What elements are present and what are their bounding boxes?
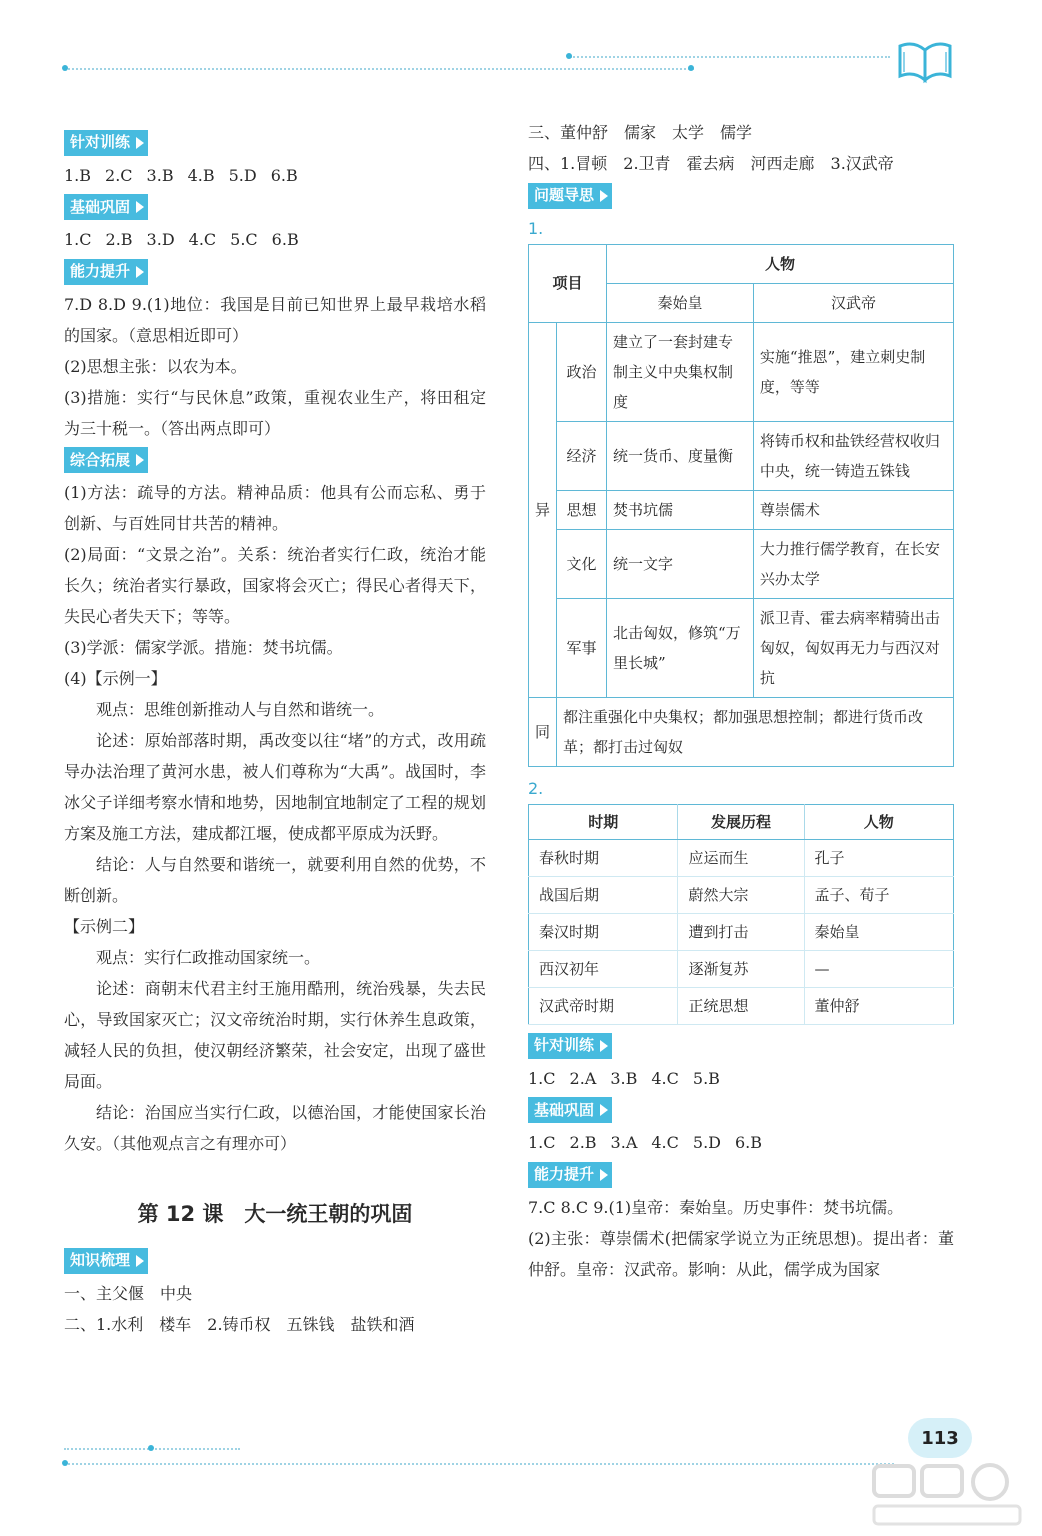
table-row bbox=[529, 529, 954, 598]
answer-text: (3)措施：实行“与民休息”政策，重视农业生产，将田租定为三十税一。（答出两点即可） bbox=[64, 387, 486, 438]
example-text: 论述：原始部落时期，禹改变以往“堵”的方式，改用疏导办法治理了黄河水患，被人们尊称为“大禹”。战国时，李冰父子详细考察水情和地势，因地制宜地制定了工程的规划方案及施工方法，建成都江堰，使成都平原成为沃野。 bbox=[64, 731, 486, 843]
table-cell: 孔子 bbox=[804, 839, 953, 876]
table-cell: — bbox=[804, 950, 953, 987]
answer: 3.A bbox=[610, 1133, 638, 1152]
right-column bbox=[528, 117, 954, 1285]
similarity-label: 同 bbox=[529, 697, 557, 766]
table-row bbox=[529, 987, 954, 1024]
table-header: 汉武帝 bbox=[753, 283, 953, 322]
table-cell: 正统思想 bbox=[678, 987, 804, 1024]
category-cell: 经济 bbox=[557, 421, 607, 490]
table-row bbox=[529, 913, 954, 950]
confucianism-table bbox=[528, 804, 954, 1025]
header-dotted-line-upper bbox=[570, 56, 890, 58]
answer: 5.B bbox=[692, 1068, 720, 1088]
table-cell: 西汉初年 bbox=[529, 950, 678, 987]
footer-dot bbox=[62, 1460, 68, 1466]
answer: 5.D bbox=[228, 165, 257, 185]
answer-line bbox=[528, 1127, 954, 1158]
answer-text: (1)方法：疏导的方法。精神品质：他具有公而忘私、勇于创新、与百姓同甘共苦的精神。 bbox=[64, 483, 486, 533]
answer: 2.C bbox=[105, 165, 133, 185]
qin-cell: 统一文字 bbox=[607, 529, 754, 598]
qin-cell: 建立了一套封建专制主义中央集权制度 bbox=[607, 322, 754, 421]
answer: 4.C bbox=[651, 1068, 679, 1088]
table-cell: 蔚然大宗 bbox=[678, 876, 804, 913]
arrow-right-icon bbox=[136, 266, 144, 278]
answer: 6.B bbox=[270, 165, 298, 185]
example-text: 结论：治国应当实行仁政，以德治国，才能使国家长治久安。（其他观点言之有理亦可） bbox=[64, 1103, 486, 1153]
section-tag-ability-improvement: 能力提升 bbox=[64, 259, 148, 285]
answer-text: (2)主张：尊崇儒术(把儒家学说立为正统思想)。提出者：董仲舒。皇帝：汉武帝。影响：从此，儒学成为国家 bbox=[528, 1228, 954, 1279]
example-text: 结论：人与自然要和谐统一，就要利用自然的优势，不断创新。 bbox=[64, 855, 486, 905]
header-dot bbox=[688, 65, 694, 71]
page-number: 113 bbox=[908, 1418, 972, 1458]
answer: 1.B bbox=[64, 165, 92, 185]
answer: 4.B bbox=[187, 165, 215, 185]
table-cell: 孟子、荀子 bbox=[804, 876, 953, 913]
answer: 6.B bbox=[734, 1133, 763, 1152]
answer-text: 二、1.水利 楼车 2.铸币权 五铢钱 盐铁和酒 bbox=[64, 1314, 415, 1334]
answer: 3.B bbox=[146, 165, 174, 185]
left-column bbox=[64, 126, 486, 1340]
footer-dotted-line bbox=[64, 1463, 894, 1465]
section-tag-comprehensive-expansion: 综合拓展 bbox=[64, 447, 148, 473]
section-tag-targeted-training: 针对训练 bbox=[64, 130, 148, 156]
table-cell: 秦汉时期 bbox=[529, 913, 678, 950]
table-cell: 战国后期 bbox=[529, 876, 678, 913]
difference-label: 异 bbox=[529, 322, 557, 697]
table-cell: 春秋时期 bbox=[529, 839, 678, 876]
answer: 6.B bbox=[271, 230, 299, 249]
category-cell: 军事 bbox=[557, 598, 607, 697]
answer: 4.C bbox=[651, 1133, 679, 1152]
category-cell: 政治 bbox=[557, 322, 607, 421]
answer-line bbox=[64, 160, 486, 191]
han-cell: 实施“推恩”，建立刺史制度，等等 bbox=[753, 322, 953, 421]
answer: 5.C bbox=[230, 230, 258, 249]
answer-text: 四、1.冒顿 2.卫青 霍去病 河西走廊 3.汉武帝 bbox=[528, 154, 894, 173]
arrow-right-icon bbox=[136, 201, 144, 213]
table-cell: 秦始皇 bbox=[804, 913, 953, 950]
table-header: 发展历程 bbox=[678, 804, 804, 839]
answer-text: (2)局面：“文景之治”。关系：统治者实行仁政，统治才能长久；统治者实行暴政，国家将会灭亡；得民心者得天下，失民心者失天下；等等。 bbox=[64, 545, 486, 626]
question-number: 2. bbox=[528, 778, 544, 798]
arrow-right-icon bbox=[600, 1169, 608, 1181]
open-book-icon bbox=[896, 38, 954, 84]
table-header: 人物 bbox=[804, 804, 953, 839]
category-cell: 文化 bbox=[557, 529, 607, 598]
answer-line bbox=[64, 224, 486, 255]
table-cell: 应运而生 bbox=[678, 839, 804, 876]
table-cell: 汉武帝时期 bbox=[529, 987, 678, 1024]
answer: 1.C bbox=[528, 1068, 556, 1088]
table-row bbox=[529, 876, 954, 913]
arrow-right-icon bbox=[600, 1040, 608, 1052]
arrow-right-icon bbox=[600, 190, 608, 202]
table-header: 时期 bbox=[529, 804, 678, 839]
section-tag-ability-improvement: 能力提升 bbox=[528, 1162, 612, 1188]
answer: 4.C bbox=[188, 230, 217, 249]
example-text: 观点：思维创新推动人与自然和谐统一。 bbox=[96, 700, 385, 719]
han-cell: 尊崇儒术 bbox=[753, 490, 953, 529]
category-cell: 思想 bbox=[557, 490, 607, 529]
comparison-table bbox=[528, 244, 954, 767]
table-header: 项目 bbox=[529, 244, 607, 322]
answer-text: (3)学派：儒家学派。措施：焚书坑儒。 bbox=[64, 638, 343, 657]
table-row bbox=[529, 322, 954, 421]
section-tag-knowledge-review: 知识梳理 bbox=[64, 1248, 148, 1274]
answer-text: 7.C 8.C 9.(1)皇帝：秦始皇。历史事件：焚书坑儒。 bbox=[528, 1197, 904, 1217]
answer-text: (4)【示例一】 bbox=[64, 669, 167, 688]
example-text: 观点：实行仁政推动国家统一。 bbox=[96, 948, 321, 967]
section-tag-basic-consolidation: 基础巩固 bbox=[64, 194, 148, 220]
answer: 2.B bbox=[105, 230, 133, 249]
answer: 1.C bbox=[528, 1133, 556, 1152]
answer: 5.D bbox=[692, 1133, 721, 1152]
table-row bbox=[529, 839, 954, 876]
watermark-logo-icon bbox=[868, 1460, 1028, 1530]
section-tag-question-guide: 问题导思 bbox=[528, 183, 612, 209]
table-row bbox=[529, 697, 954, 766]
table-row bbox=[529, 950, 954, 987]
table-cell: 遭到打击 bbox=[678, 913, 804, 950]
table-header: 秦始皇 bbox=[607, 283, 754, 322]
similarity-cell: 都注重强化中央集权；都加强思想控制；都进行货币改革；都打击过匈奴 bbox=[557, 697, 954, 766]
example-label: 【示例二】 bbox=[64, 917, 145, 936]
answer: 3.B bbox=[610, 1068, 638, 1088]
header-dot bbox=[62, 65, 68, 71]
qin-cell: 北击匈奴，修筑“万里长城” bbox=[607, 598, 754, 697]
answer-text: (2)思想主张：以农为本。 bbox=[64, 356, 247, 376]
qin-cell: 焚书坑儒 bbox=[607, 490, 754, 529]
example-text: 论述：商朝末代君主纣王施用酷刑，统治残暴，失去民心，导致国家灭亡；汉文帝统治时期，实行休养生息政策，减轻人民的负担，使汉朝经济繁荣，社会安定，出现了盛世局面。 bbox=[64, 979, 486, 1091]
answer: 3.D bbox=[146, 230, 175, 249]
arrow-right-icon bbox=[136, 137, 144, 149]
table-header: 人物 bbox=[607, 244, 954, 283]
han-cell: 大力推行儒学教育，在长安兴办太学 bbox=[753, 529, 953, 598]
arrow-right-icon bbox=[600, 1104, 608, 1116]
qin-cell: 统一货币、度量衡 bbox=[607, 421, 754, 490]
section-tag-basic-consolidation: 基础巩固 bbox=[528, 1097, 612, 1123]
answer-text: 7.D 8.D 9.(1)地位：我国是目前已知世界上最早栽培水稻的国家。（意思相近即可） bbox=[64, 294, 486, 345]
table-row bbox=[529, 490, 954, 529]
answer-text: 一、主父偃 中央 bbox=[64, 1283, 193, 1303]
answer-line bbox=[528, 1063, 954, 1094]
table-cell: 董仲舒 bbox=[804, 987, 953, 1024]
header-dot bbox=[566, 53, 572, 59]
han-cell: 将铸币权和盐铁经营权收归中央，统一铸造五铢钱 bbox=[753, 421, 953, 490]
table-row bbox=[529, 598, 954, 697]
arrow-right-icon bbox=[136, 454, 144, 466]
answer: 1.C bbox=[64, 230, 92, 249]
section-tag-targeted-training: 针对训练 bbox=[528, 1033, 612, 1059]
lesson-title: 第 12 课 大一统王朝的巩固 bbox=[137, 1202, 413, 1226]
table-cell: 逐渐复苏 bbox=[678, 950, 804, 987]
header-dotted-line bbox=[64, 68, 694, 70]
answer-text: 三、董仲舒 儒家 太学 儒学 bbox=[528, 123, 753, 142]
han-cell: 派卫青、霍去病率精骑出击匈奴，匈奴再无力与西汉对抗 bbox=[753, 598, 953, 697]
answer: 2.B bbox=[569, 1133, 597, 1152]
arrow-right-icon bbox=[136, 1255, 144, 1267]
footer-dot bbox=[148, 1445, 154, 1451]
table-row bbox=[529, 421, 954, 490]
question-number: 1. bbox=[528, 218, 544, 238]
answer: 2.A bbox=[569, 1068, 597, 1088]
